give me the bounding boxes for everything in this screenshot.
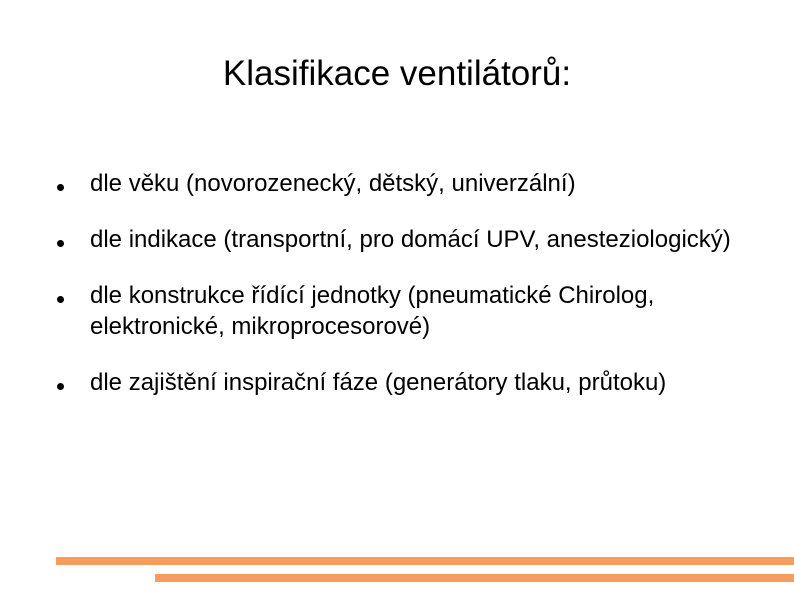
- bullet-item-age: [56, 168, 756, 199]
- bullet-text: dle konstrukce řídící jednotky (pneumatické Chirolog, elektronické, mikroprocesorové): [90, 282, 655, 340]
- bullet-text: dle indikace (transportní, pro domácí UPV, anesteziologický): [90, 226, 731, 253]
- accent-bar-bottom: [155, 574, 794, 582]
- bullet-dot-icon: [57, 383, 64, 390]
- bullet-dot-icon: [57, 184, 64, 191]
- bullet-dot-icon: [57, 240, 64, 247]
- bullet-dot-icon: [57, 296, 64, 303]
- bullet-text: dle zajištění inspirační fáze (generátory tlaku, průtoku): [90, 369, 667, 396]
- bullet-item-inspiration-phase: [56, 367, 756, 398]
- bullet-item-indication: [56, 224, 756, 255]
- bullet-text: dle věku (novorozenecký, dětský, univerzální): [90, 170, 576, 197]
- bullet-item-control-unit: [56, 280, 756, 342]
- bullet-list: [56, 168, 756, 423]
- accent-bar-top: [56, 557, 794, 565]
- slide-title: Klasifikace ventilátorů:: [222, 54, 572, 93]
